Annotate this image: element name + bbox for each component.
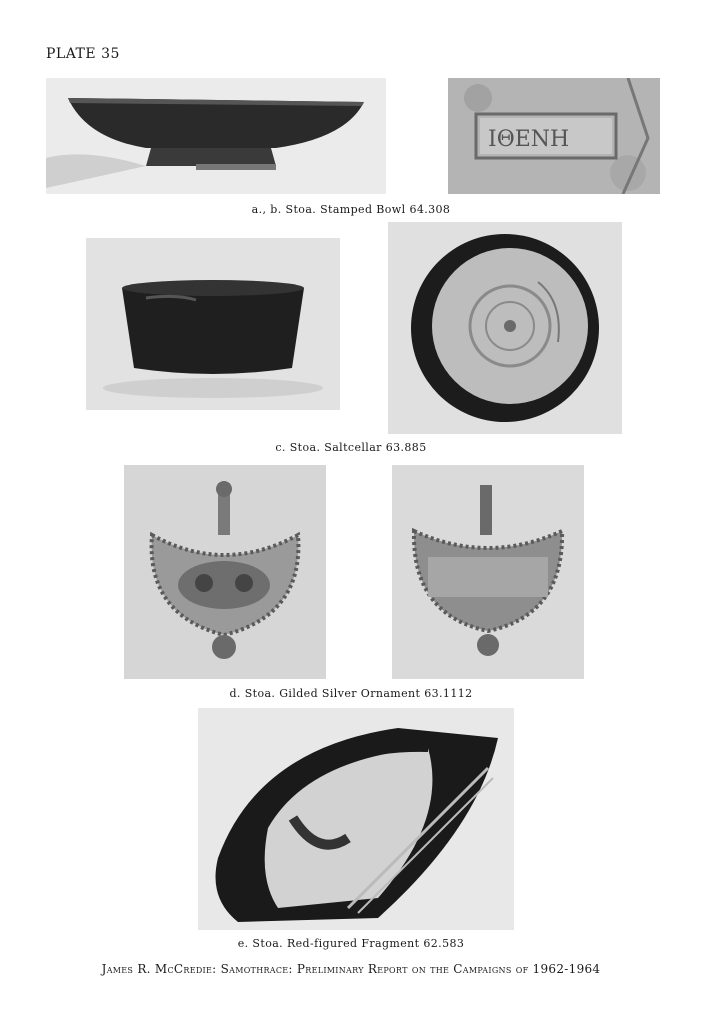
photo-ornament-back xyxy=(392,465,584,679)
ornament-front-image xyxy=(124,465,326,679)
caption-saltcellar: c. Stoa. Saltcellar 63.885 xyxy=(275,441,427,454)
photo-saltcellar-top xyxy=(388,222,622,434)
caption-stamped-bowl: a., b. Stoa. Stamped Bowl 64.308 xyxy=(251,203,451,216)
red-figured-fragment-image xyxy=(198,708,514,930)
page-footer: James R. McCredie: Samothrace: Preliminary Report on the Campaigns of 1962-1964 xyxy=(101,962,601,976)
photo-stamp-detail xyxy=(448,78,660,194)
plate-label: PLATE 35 xyxy=(46,46,120,62)
saltcellar-side-image xyxy=(86,238,340,410)
caption-red-figured-fragment: e. Stoa. Red-figured Fragment 62.583 xyxy=(237,937,465,950)
photo-stamped-bowl-profile xyxy=(46,78,386,194)
stamp-detail-image xyxy=(448,78,660,194)
svg-text:ΙΘΕΝΗ: ΙΘΕΝΗ xyxy=(488,127,570,152)
saltcellar-top-image xyxy=(388,222,622,434)
photo-saltcellar-side xyxy=(86,238,340,410)
caption-ornament: d. Stoa. Gilded Silver Ornament 63.1112 xyxy=(229,687,473,700)
photo-ornament-front xyxy=(124,465,326,679)
ornament-back-image xyxy=(392,465,584,679)
photo-red-figured-fragment xyxy=(198,708,514,930)
bowl-profile-image xyxy=(46,78,386,194)
